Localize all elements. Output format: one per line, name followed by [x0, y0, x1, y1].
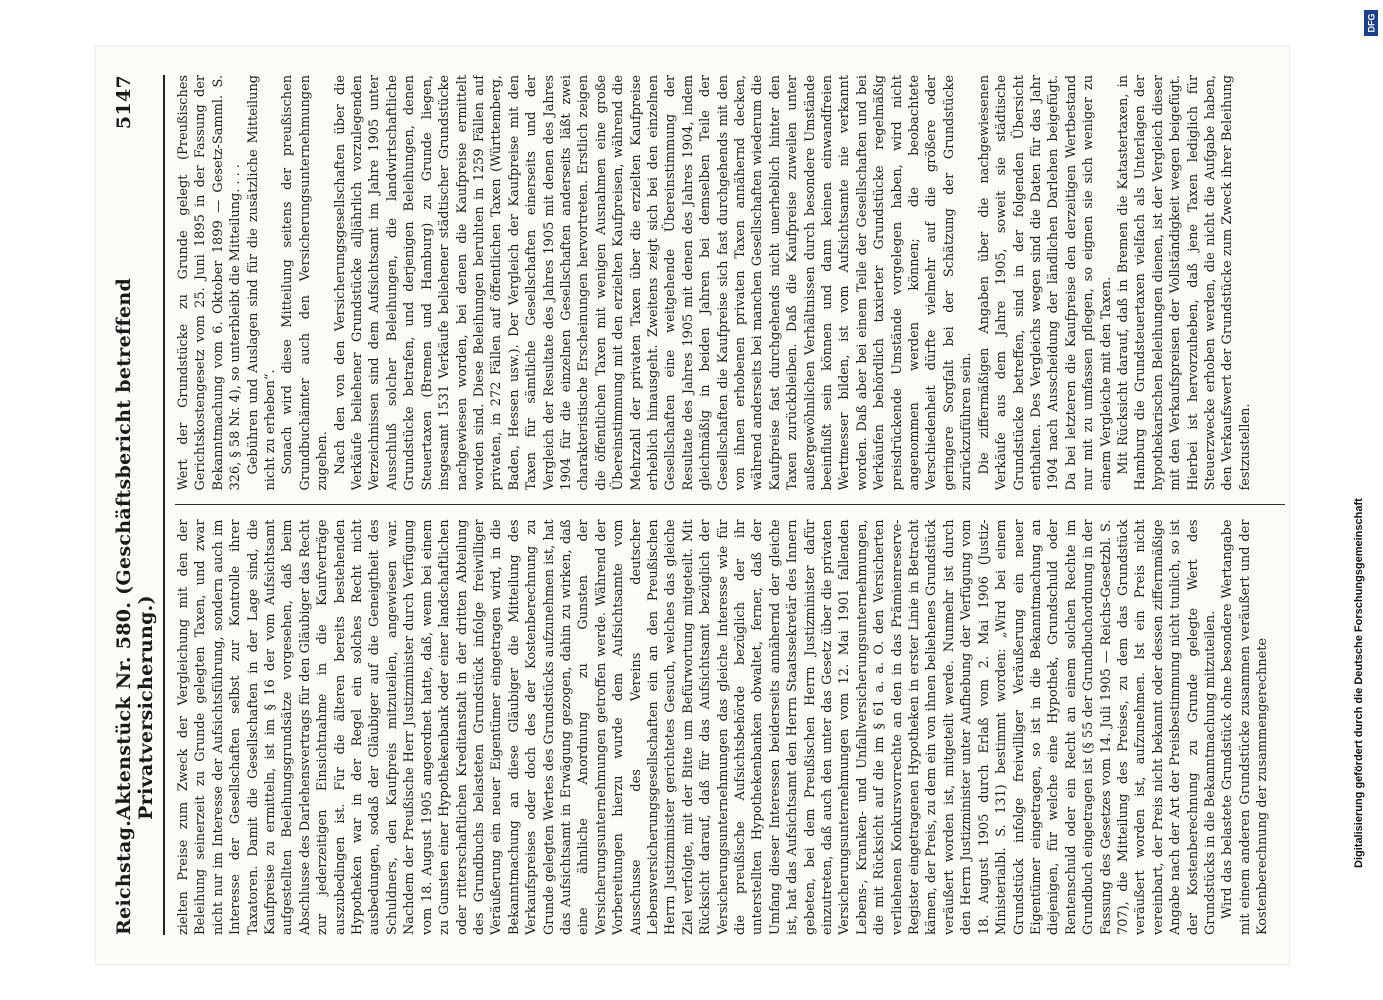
paragraph: Mit Rücksicht darauf, daß in Bremen die Katastertaxen, in Hamburg die Grundsteuertaxen vielfach als Unterlagen der hypothekarischen Beleihungen dienen, ist der Vergleich dieser mit den Verkaufspreisen der Vollständigkeit wegen beigefügt. Hierbei ist hervorzuheben, daß jene Taxen lediglich für Steuerzwecke erhoben werden, die nicht die Aufgabe haben, den Verkaufswert der Grundstücke zum Zweck ihrer Beleihung festzustellen. — [1115, 75, 1253, 491]
dfg-logo — [1364, 10, 1378, 36]
paragraph: Nach den von den Versicherungsgesellschaften über die Verkäufe beliehener Grundstücke alljährlich vorzulegenden Verzeichnissen sind dem Aufsichtsamt im Jahre 1905 unter Ausschluß solcher Beleihungen, die landwirtschaftliche Grundstücke betrafen, und derjenigen Beleihungen, denen Steuertaxen (Bremen und Hamburg) zu Grunde liegen, insgesamt 1531 Verkäufe beliehener städtischer Grundstücke nachgewiesen worden, bei denen die Kaufpreise ermittelt worden sind. Diese Beleihungen beruhten in 1259 Fällen auf privaten, in 272 Fällen auf öffentlichen Taxen (Württemberg, Baden, Hessen usw.). Der Vergleich der Kaufpreise mit den Taxen für sämtliche Gesellschaften einerseits und der Vergleich der Resultate des Jahres 1905 mit denen des Jahres 1904 für die einzelnen Gesellschaften anderseits läßt zwei charakteristische Erscheinungen hervortreten. Erstlich zeigen die öffentlichen Taxen mit wenigen Ausnahmen eine große Übereinstimmung mit den erzielten Kaufpreisen, während die Mehrzahl der privaten Taxen über die erzielten Kaufpreise erheblich hinausgeht. Zweitens zeigt sich bei den einzelnen Gesellschaften eine weitgehende Übereinstimmung der Resultate des Jahres 1905 mit denen des Jahres 1904, indem gleichmäßig in beiden Jahren bei demselben Teile der Gesellschaften die Kaufpreise sich fast durchgehends mit den von ihnen erhobenen privaten Taxen annähernd decken, während anderseits bei manchen Gesellschaften wiederum die Kaufpreise fast durchgehends nicht unerheblich hinter den Taxen zurückbleiben. Daß die Kaufpreise zuweilen unter außergewöhnlichen Verhältnissen durch besondere Umstände beeinflußt sein können und dann keinen einwandfreien Wertmesser bilden, ist vom Aufsichtsamte nie verkannt worden. Daß aber bei einem Teile der Gesellschaften und bei Verkäufen behördlich taxierter Grundstücke regelmäßig preisdrückende Umstände vorgelegen haben, wird nicht angenommen werden können; die beobachtete Verschiedenheit dürfte vielmehr auf die größere oder geringere Sorgfalt bei der Schätzung der Grundstücke zurückzuführen sein. — [332, 75, 975, 491]
left-column — [175, 520, 1285, 936]
dfg-logo-text: DFG — [1366, 13, 1376, 33]
right-column — [175, 75, 1285, 491]
column-divider — [175, 505, 1285, 506]
paragraph: Wird das belastete Grundstück ohne besondere Wertangabe mit einem anderen Grundstücke zusammen veräußert und der Kostenberechnung der zusammengerechnete — [1220, 519, 1271, 935]
paragraph: Die ziffermäßigen Angaben über die nachgewiesenen Verkäufe aus dem Jahre 1905, soweit sie städtische Grundstücke betreffen, sind in der folgenden Übersicht enthalten. Des Vergleichs wegen sind die Daten für das Jahr 1904 nach Ausscheidung der ländlichen Darlehen beigefügt. Da bei letzteren die Kaufpreise den derzeitigen Wertbestand nur mit zu umfassen pflegen, so eignen sie sich weniger zu einem Vergleiche mit den Taxen. — [976, 75, 1114, 491]
credit-text: Digitalisierung gefördert durch die Deutsche Forschungsgemeinschaft — [1353, 498, 1365, 868]
printed-sheet — [95, 45, 1290, 965]
header-left: Reichstag. — [113, 819, 135, 935]
paragraph: Gebühren und Auslagen sind für die zusätzliche Mitteilung nicht zu erheben“. — [245, 75, 279, 491]
paragraph: zielten Preise zum Zweck der Vergleichung mit den der Beleihung seinerzeit zu Grunde gelegten Taxen, und zwar nicht nur im Interesse der Aufsichtsführung, sondern auch im Interesse der Gesellschaften selbst zur Kontrolle ihrer Taxatoren. Damit die Gesellschaften in der Lage sind, die Kaufpreise zu ermitteln, ist im § 16 der vom Aufsichtsamt aufgestellten Beleihungsgrundsätze vorgesehen, daß beim Abschlusse des Darlehensvertrags für den Gläubiger das Recht zur jederzeitigen Einsichtnahme in die Kaufverträge auszubedingen ist. Für die älteren bereits bestehenden Hypotheken war in der Regel ein solches Recht nicht ausbedungen, sodaß der Gläubiger auf die Geneigtheit des Schuldners, den Kaufpreis mitzuteilen, angewiesen war. Nachdem der Preußische Herr Justizminister durch Verfügung vom 18. August 1905 angeordnet hatte, daß, wenn bei einem zu Gunsten einer Hypothekenbank oder einer landschaftlichen oder ritterschaftlichen Kreditanstalt in der dritten Abteilung des Grundbuchs belasteten Grundstück infolge freiwilliger Veräußerung ein neuer Eigentümer eingetragen wird, in die Bekanntmachung an diese Gläubiger die Mitteilung des Verkaufspreises oder doch des der Kostenberechnung zu Grunde gelegten Wertes des Grundstücks aufzunehmen ist, hat das Aufsichtsamt in Erwägung gezogen, dahin zu wirken, daß eine ähnliche Anordnung zu Gunsten der Versicherungsunternehmungen getroffen werde. Während der Vorbereitungen hierzu wurde dem Aufsichtsamte vom Ausschusse des Vereins deutscher Lebensversicherungsgesellschaften ein an den Preußischen Herrn Justizminister gerichtetes Gesuch, welches das gleiche Ziel verfolgte, mit der Bitte um Befürwortung mitgeteilt. Mit Rücksicht darauf, daß für das Aufsichtsamt bezüglich der Versicherungsunternehmungen das gleiche Interesse wie für die preußische Aufsichtsbehörde bezüglich der ihr unterstellten Hypothekenbanken obwaltet, ferner, daß der Umfang dieser Interessen beiderseits annähernd der gleiche ist, hat das Aufsichtsamt den Herrn Staatssekretär des Innern gebeten, bei dem Preußischen Herrn Justizminister dafür einzutreten, daß auch den unter das Gesetz über die privaten Versicherungsunternehmungen vom 12. Mai 1901 fallenden Lebens-, Kranken- und Unfallversicherungsunternehmungen, die mit Rücksicht auf die im § 61 a. a. O. den Versicherten verliehenen Konkursvorrechte an den in das Prämienreserve-Register eingetragenen Hypotheken in erster Linie in Betracht kämen, der Preis, zu dem ein von ihnen beliehenes Grundstück veräußert worden ist, mitgeteilt werde. Nunmehr ist durch den Herrn Justizminister unter Aufhebung der Verfügung vom 18. August 1905 durch Erlaß vom 2. Mai 1906 (Justiz-Ministerialbl. S. 131) bestimmt worden: „Wird bei einem Grundstück infolge freiwilliger Veräußerung ein neuer Eigentümer eingetragen, so ist in die Bekanntmachung an diejenigen, für welche eine Hypothek, Grundschuld oder Rentenschuld oder ein Recht an einem solchen Rechte im Grundbuch eingetragen ist (§ 55 der Grundbuchordnung in der Fassung des Gesetzes vom 14. Juli 1905 — Reichs-Gesetzbl. S. 707), die Mitteilung des Preises, zu dem das Grundstück veräußert worden ist, aufzunehmen. Ist ein Preis nicht vereinbart, der Preis nicht bekannt oder dessen ziffernmäßige Angabe nach der Art der Preisbestimmung nicht tunlich, so ist der Kostenberechnung zu Grunde gelegte Wert des Grundstücks in die Bekanntmachung mitzuteilen. — [176, 519, 1218, 935]
page-header — [113, 75, 165, 935]
paragraph: Sonach wird diese Mitteilung seitens der preußischen Grundbuchämter auch den Versicherungsunternehmungen zugehen. — [280, 75, 331, 491]
text-columns — [175, 75, 1285, 935]
header-title: Aktenstück Nr. 580. (Geschäftsbericht betreffend Privatversicherung.) — [113, 277, 157, 820]
page-number: 5147 — [113, 75, 135, 130]
paragraph: Wert der Grundstücke zu Grunde gelegt (Preußisches Gerichtskostengesetz vom 25. Juni 1895 in der Fassung der Bekanntmachung vom 6. Oktober 1899 — Gesetz-Samml. S. 326, § 58 Nr. 4), so unterbleibt die Mitteilung. . . . — [176, 75, 244, 491]
scanned-page — [95, 45, 1290, 965]
digitization-credit — [1346, 10, 1376, 950]
